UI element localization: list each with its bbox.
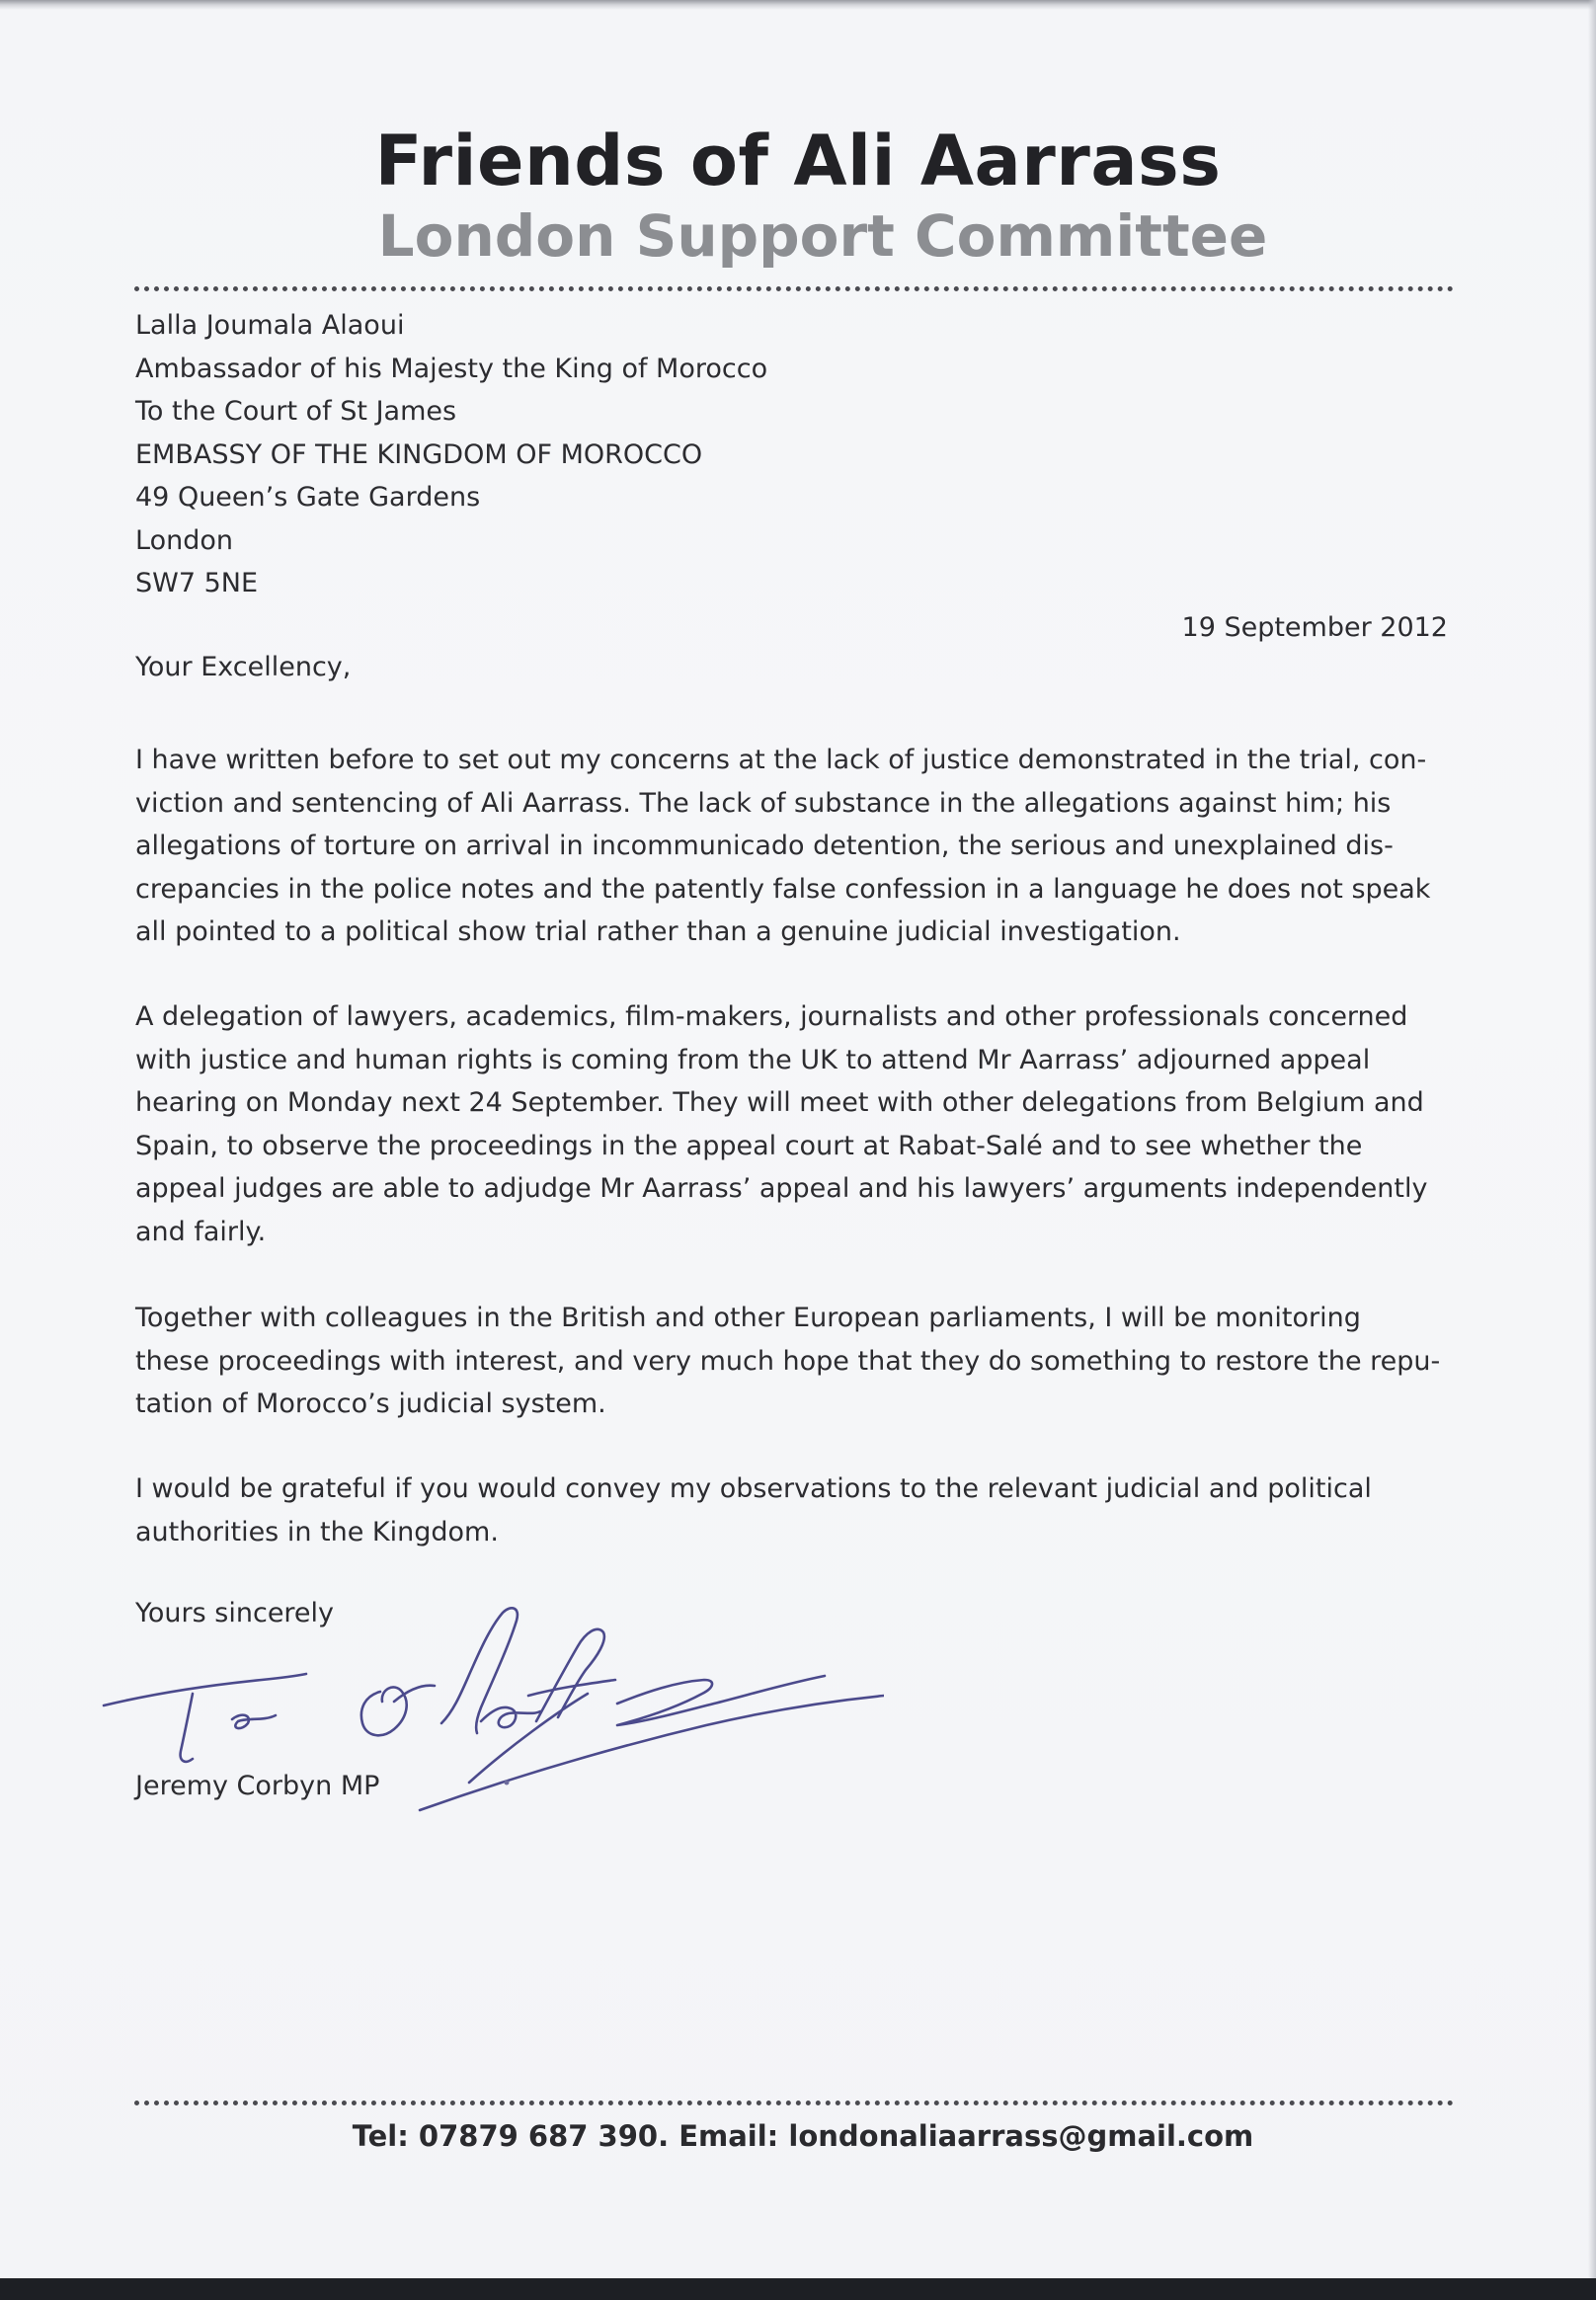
address-line: SW7 5NE xyxy=(135,568,259,598)
salutation: Your Excellency, xyxy=(135,652,352,682)
address-line: EMBASSY OF THE KINGDOM OF MOROCCO xyxy=(135,438,703,470)
body-paragraph xyxy=(135,739,1464,954)
paragraph-line: allegations of torture on arrival in incommunicado detention, the serious and unexplained dis- xyxy=(135,831,1394,861)
footer-contact: Tel: 07879 687 390. Email: londonaliaarrass@gmail.com xyxy=(352,2119,1254,2153)
letterhead-title: Friends of Ali Aarrass xyxy=(374,120,1222,201)
body-paragraph xyxy=(135,1297,1464,1426)
paragraph-line: I have written before to set out my concerns at the lack of justice demonstrated in the trial, con- xyxy=(135,745,1427,775)
scan-edge-top xyxy=(0,0,1596,10)
paragraph-line: and fairly. xyxy=(135,1216,267,1247)
scan-edge-bottom xyxy=(0,2278,1596,2300)
address-line: 49 Queen’s Gate Gardens xyxy=(135,482,481,513)
paragraph-line: A delegation of lawyers, academics, film-makers, journalists and other professionals concerned xyxy=(135,1001,1408,1032)
address-line: Ambassador of his Majesty the King of Morocco xyxy=(135,353,768,384)
address-line: London xyxy=(135,524,233,556)
closing: Yours sincerely xyxy=(135,1598,335,1628)
paragraph-line: with justice and human rights is coming from the UK to attend Mr Aarrass’ adjourned appeal xyxy=(135,1044,1371,1075)
paragraph-line: all pointed to a political show trial rather than a genuine judicial investigation. xyxy=(135,916,1181,947)
paragraph-line: authorities in the Kingdom. xyxy=(135,1516,499,1547)
address-line: Lalla Joumala Alaoui xyxy=(135,310,405,341)
paragraph-line: viction and sentencing of Ali Aarrass. The lack of substance in the allegations against him; his xyxy=(135,787,1392,819)
paragraph-line: these proceedings with interest, and very much hope that they do something to restore the repu- xyxy=(135,1345,1441,1377)
paragraph-line: Spain, to observe the proceedings in the appeal court at Rabat-Salé and to see whether the xyxy=(135,1130,1363,1161)
recipient-address xyxy=(135,304,767,605)
paragraph-line: crepancies in the police notes and the patently false confession in a language he does not speak xyxy=(135,873,1431,905)
paragraph-line: I would be grateful if you would convey my observations to the relevant judicial and political xyxy=(135,1473,1372,1504)
letterhead-subtitle: London Support Committee xyxy=(377,202,1268,270)
body-paragraph xyxy=(135,995,1464,1253)
signatory-name: Jeremy Corbyn MP xyxy=(135,1771,380,1801)
letter-date: 19 September 2012 xyxy=(1181,612,1448,643)
address-line: To the Court of St James xyxy=(135,396,457,427)
header-divider xyxy=(134,286,1454,291)
body-paragraph xyxy=(135,1467,1464,1553)
paragraph-line: tation of Morocco’s judicial system. xyxy=(135,1388,606,1419)
scan-edge-right xyxy=(1588,0,1596,2300)
paragraph-line: appeal judges are able to adjudge Mr Aarrass’ appeal and his lawyers’ arguments independently xyxy=(135,1173,1428,1204)
footer-divider xyxy=(134,2101,1454,2105)
paragraph-line: Together with colleagues in the British and other European parliaments, I will be monitoring xyxy=(135,1303,1361,1333)
paragraph-line: hearing on Monday next 24 September. They will meet with other delegations from Belgium and xyxy=(135,1087,1424,1118)
